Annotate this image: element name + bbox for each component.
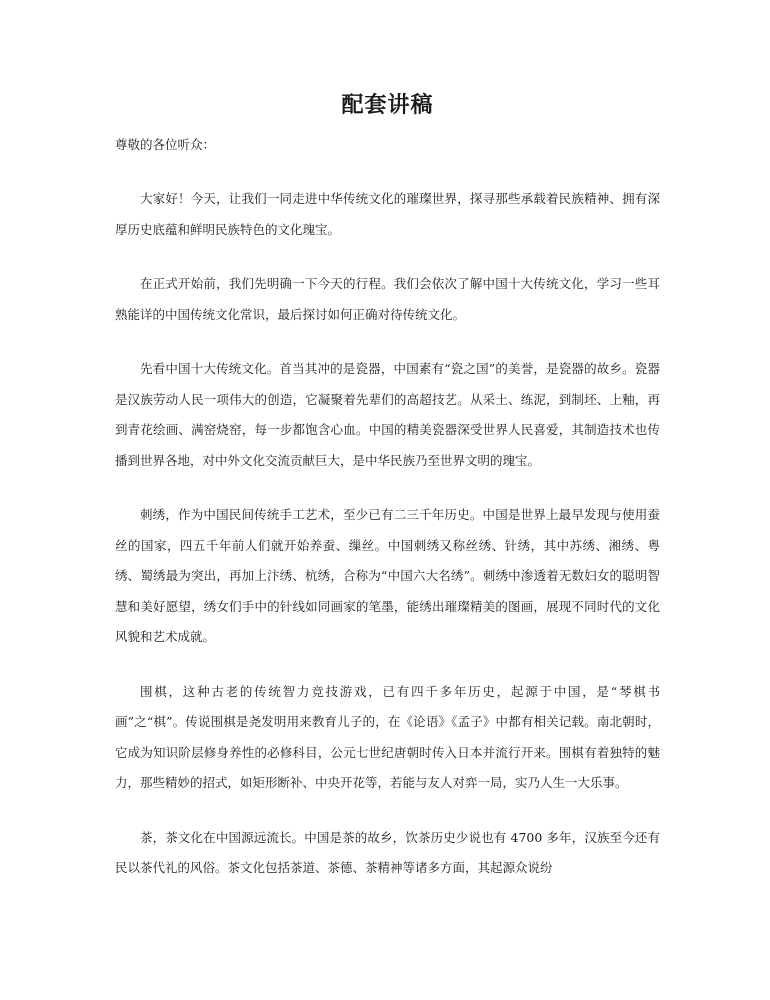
paragraph-greeting: 大家好！今天，让我们一同走进中华传统文化的璀璨世界，探寻那些承载着民族精神、拥有深厚历史底蕴和鲜明民族特色的文化瑰宝。	[115, 191, 660, 237]
document-title: 配套讲稿	[341, 92, 434, 118]
speech-body	[115, 184, 660, 884]
salutation: 尊敬的各位听众：	[115, 137, 216, 152]
paragraph-agenda: 在正式开始前，我们先明确一下今天的行程。我们会依次了解中国十大传统文化，学习一些耳熟能详的中国传统文化常识，最后探讨如何正确对待传统文化。	[115, 276, 660, 322]
paragraph-go: 围棋，这种古老的传统智力竞技游戏，已有四千多年历史，起源于中国，是“琴棋书画”之“棋”。传说围棋是尧发明用来教育儿子的，在《论语》《孟子》中都有相关记载。南北朝时，它成为知识阶层修身养性的必修科目，公元七世纪唐朝时传入日本并流行开来。围棋有着独特的魅力，那些精妙的招式，如矩形断补、中央开花等，若能与友人对弈一局，实乃人生一大乐事。	[115, 683, 660, 790]
paragraph-tea: 茶，茶文化在中国源远流长。中国是茶的故乡，饮茶历史少说也有 4700 多年，汉族至今还有民以茶代礼的风俗。茶文化包括茶道、茶德、茶精神等诸多方面，其起源众说纷	[115, 829, 660, 875]
paragraph-embroidery: 刺绣，作为中国民间传统手工艺术，至少已有二三千年历史。中国是世界上最早发现与使用蚕丝的国家，四五千年前人们就开始养蚕、缫丝。中国刺绣又称丝绣、针绣，其中苏绣、湘绣、粤绣、蜀绣最为突出，再加上汴绣、杭绣，合称为“中国六大名绣”。刺绣中渗透着无数妇女的聪明智慧和美好愿望，绣女们手中的针线如同画家的笔墨，能绣出璀璨精美的图画，展现不同时代的文化风貌和艺术成就。	[115, 507, 660, 644]
paragraph-porcelain: 先看中国十大传统文化。首当其冲的是瓷器，中国素有“瓷之国”的美誉，是瓷器的故乡。瓷器是汉族劳动人民一项伟大的创造，它凝聚着先辈们的高超技艺。从采土、练泥，到制坯、上釉，再到青花绘画、满窑烧窑，每一步都饱含心血。中国的精美瓷器深受世界人民喜爱，其制造技术也传播到世界各地，对中外文化交流贡献巨大，是中华民族乃至世界文明的瑰宝。	[115, 361, 660, 468]
